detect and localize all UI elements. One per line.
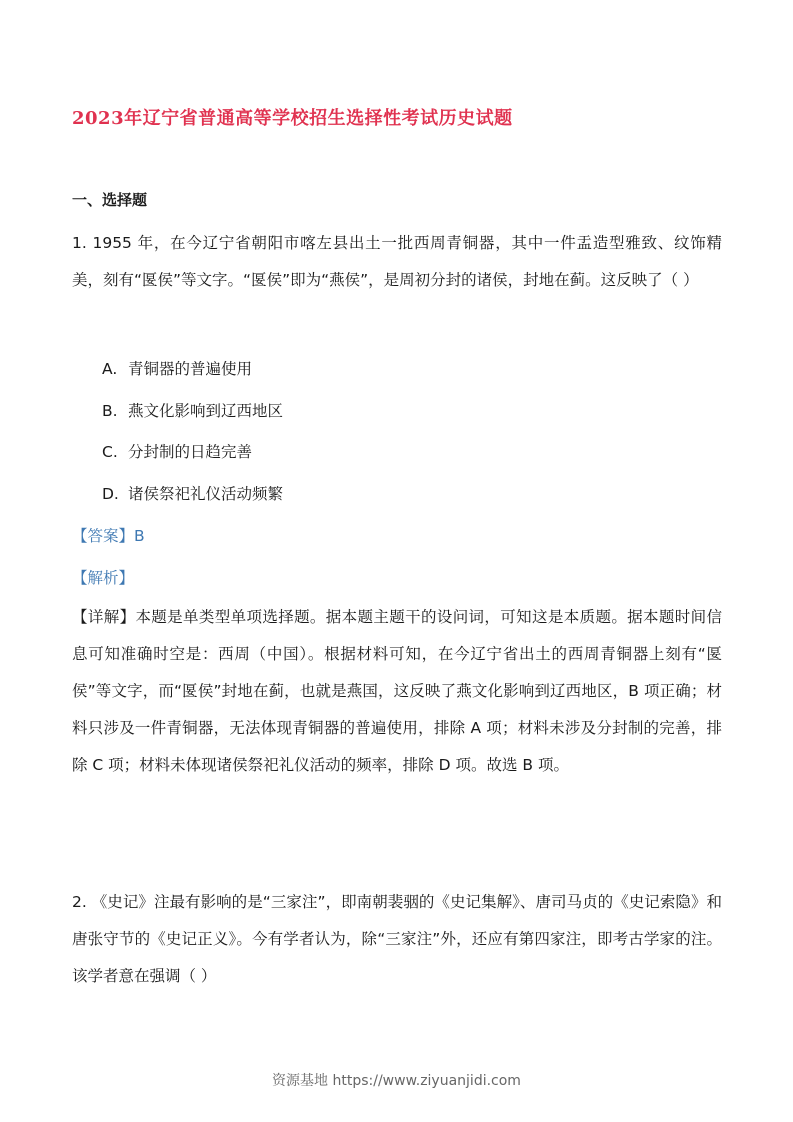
option-text: 青铜器的普遍使用 — [128, 360, 253, 378]
option-letter: C. — [102, 443, 118, 461]
section-heading: 一、选择题 — [72, 191, 148, 209]
question-1-option-d — [102, 482, 283, 504]
option-letter: B. — [102, 402, 118, 420]
option-text: 燕文化影响到辽西地区 — [128, 402, 284, 420]
answer-label: 【答案】B — [72, 527, 145, 545]
question-2-stem: 2. 《史记》注最有影响的是“三家注”，即南朝裴骃的《史记集解》、唐司马贞的《史记索隐》和唐张守节的《史记正义》。今有学者认为，除“三家注”外，还应有第四家注，即考古学家的注。该学者意在强调（ ） — [72, 893, 722, 985]
option-text: 诸侯祭祀礼仪活动频繁 — [128, 485, 284, 503]
question-1-option-c — [102, 440, 252, 462]
option-letter: A. — [102, 360, 118, 378]
option-text: 分封制的日趋完善 — [128, 443, 253, 461]
question-1-detail: 【详解】本题是单类型单项选择题。据本题主题干的设问词，可知这是本质题。据本题时间信息可知准确时空是：西周（中国）。根据材料可知，在今辽宁省出土的西周青铜器上刻有“匽侯”等文字，而“匽侯”封地在蓟，也就是燕国，这反映了燕文化影响到辽西地区，B 项正确；材料只涉及一件青铜器，无法体现青铜器的普遍使用，排除 A 项；材料未涉及分封制的完善，排除 C 项；材料未体现诸侯祭祀礼仪活动的频率，排除 D 项。故选 B 项。 — [72, 608, 722, 774]
analysis-label: 【解析】 — [72, 569, 135, 587]
document-title: 2023年辽宁省普通高等学校招生选择性考试历史试题 — [72, 108, 513, 129]
footer-watermark: 资源基地 https://www.ziyuanjidi.com — [272, 1073, 521, 1089]
option-letter: D. — [102, 485, 119, 503]
question-1-option-a — [102, 357, 252, 379]
question-1-stem: 1. 1955 年，在今辽宁省朝阳市喀左县出土一批西周青铜器，其中一件盂造型雅致、纹饰精美，刻有“匽侯”等文字。“匽侯”即为“燕侯”，是周初分封的诸侯，封地在蓟。这反映了（ ） — [72, 234, 722, 289]
question-1-option-b — [102, 399, 283, 421]
